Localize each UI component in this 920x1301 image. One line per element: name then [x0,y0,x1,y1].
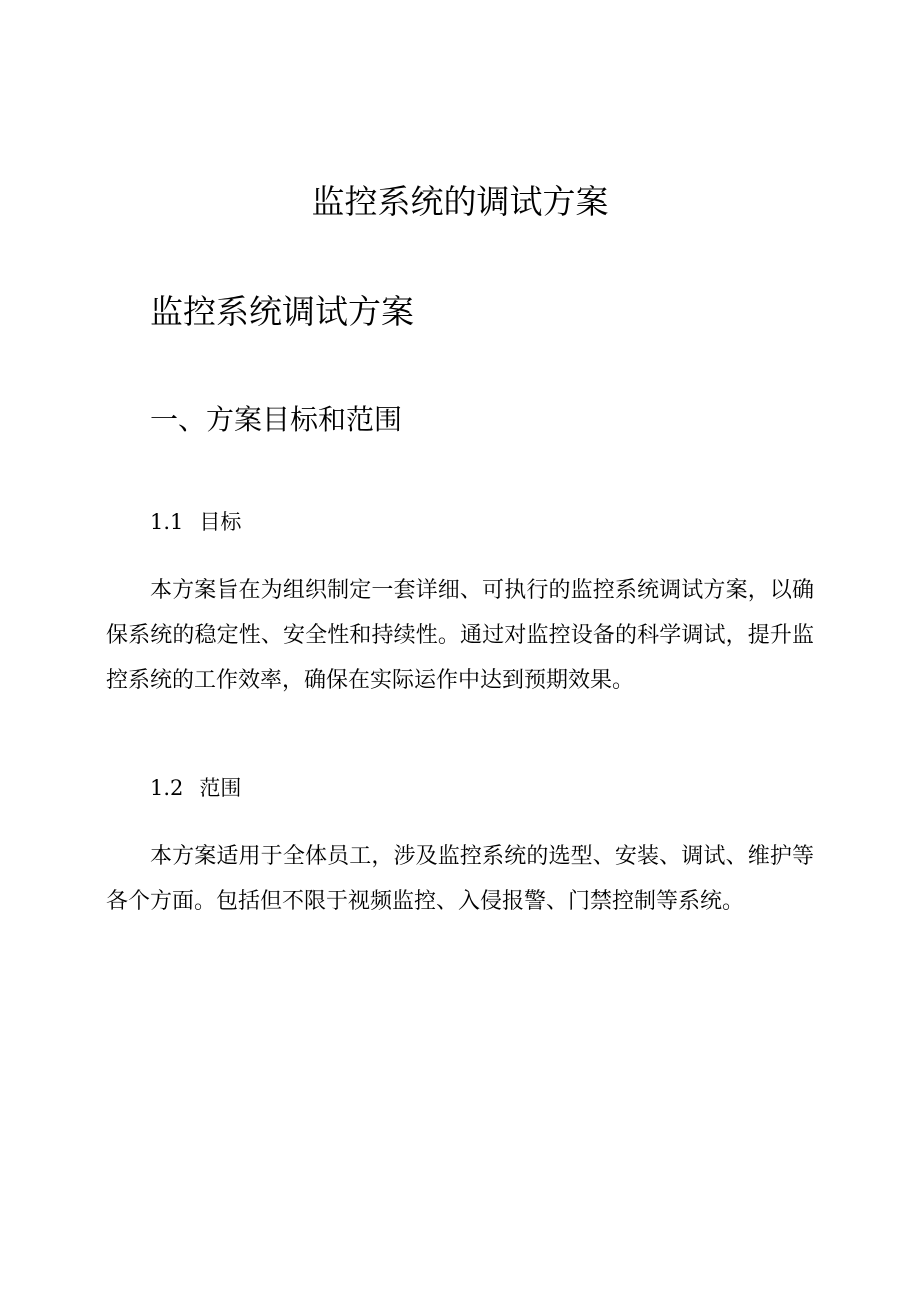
subsection-heading-goal [150,507,241,537]
goal-paragraph: 本方案旨在为组织制定一套详细、可执行的监控系统调试方案，以确保系统的稳定性、安全性和持续性。通过对监控设备的科学调试，提升监控系统的工作效率，确保在实际运作中达到预期效果。 [106,578,814,693]
subsection-title: 目标 [199,510,242,534]
section-heading: 一、方案目标和范围 [150,403,403,436]
subsection-title: 范围 [199,776,242,800]
main-heading: 监控系统调试方案 [150,292,414,331]
subsection-heading-scope [150,773,241,803]
scope-paragraph: 本方案适用于全体员工，涉及监控系统的选型、安装、调试、维护等各个方面。包括但不限于视频监控、入侵报警、门禁控制等系统。 [106,844,814,914]
subsection-number: 1.1 [150,510,184,534]
subsection-number: 1.2 [150,776,184,800]
document-title: 监控系统的调试方案 [311,182,609,221]
